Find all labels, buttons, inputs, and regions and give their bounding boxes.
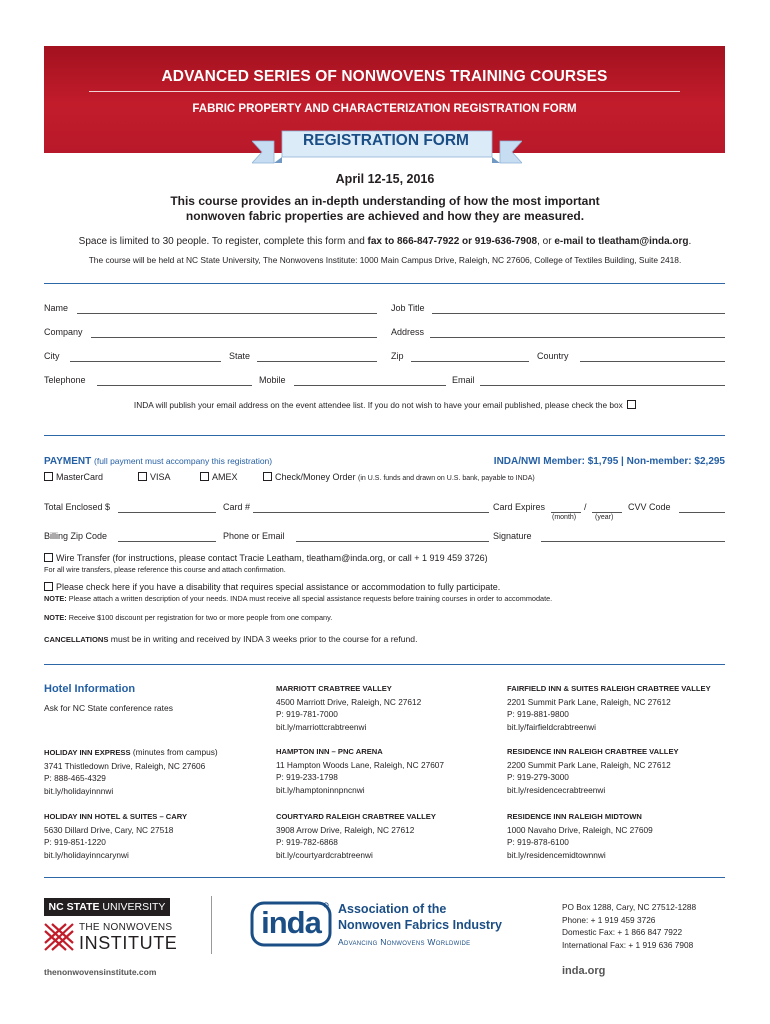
city-field[interactable]	[70, 361, 221, 362]
signature-field[interactable]	[541, 541, 725, 542]
page-title: ADVANCED SERIES OF NONWOVENS TRAINING COURSES	[161, 68, 608, 85]
inda-wordmark: inda	[261, 905, 321, 940]
expiry-slash: /	[584, 502, 587, 512]
registration-instructions: Space is limited to 30 people. To register, complete this form and fax to 866-847-7922 or 919-636-7908, or e-mail to tleatham@inda.org.	[78, 236, 692, 247]
company-field[interactable]	[91, 337, 377, 338]
hotel-intro: Ask for NC State conference rates	[44, 703, 173, 713]
publish-note: INDA will publish your email address on the event attendee list. If you do not wish to have your email published, please check the box	[0, 400, 770, 410]
month-hint: (month)	[552, 514, 577, 521]
hotel-heading: Hotel Information	[44, 683, 136, 695]
phone-email-label: Phone or Email	[223, 531, 285, 541]
expires-label: Card Expires	[493, 502, 546, 512]
expiry-month-field[interactable]	[551, 512, 581, 513]
payment-heading: PAYMENT (full payment must accompany this registration)	[44, 456, 273, 467]
publish-optout-checkbox[interactable]	[627, 400, 636, 409]
hotel-link[interactable]: bit.ly/holidayinncarynwi	[44, 849, 129, 860]
hotel-card: HOLIDAY INN EXPRESS (minutes from campus) 3741 Thistledown Drive, Raleigh, NC 27606 P: 888-465-4329 bit.ly/holidayinnnwi	[44, 746, 274, 797]
institute-name: INSTITUTE	[79, 933, 178, 953]
institute-name-top: THE NONWOVENS	[79, 922, 173, 933]
hotel-link[interactable]: bit.ly/courtyardcrabtreenwi	[276, 849, 373, 860]
inda-name-line-2: Nonwoven Fabrics Industry	[338, 918, 502, 932]
country-label: Country	[537, 351, 569, 361]
job-title-field[interactable]	[432, 313, 725, 314]
hotel-card: HOLIDAY INN HOTEL & SUITES – CARY 5630 Dillard Drive, Cary, NC 27518 P: 919-851-1220 bit.ly/holidayinncarynwi	[44, 811, 274, 861]
cvv-label: CVV Code	[628, 502, 671, 512]
hotel-link[interactable]: bit.ly/residencecrabtreenwi	[507, 784, 606, 795]
wire-checkbox[interactable]	[44, 553, 53, 562]
course-date: April 12-15, 2016	[335, 172, 435, 186]
hotel-link[interactable]: bit.ly/marriottcrabtreenwi	[276, 721, 367, 732]
total-label: Total Enclosed $	[44, 502, 111, 512]
address-label: Address	[391, 327, 425, 337]
name-label: Name	[44, 303, 69, 313]
email-field[interactable]	[480, 385, 725, 386]
state-label: State	[229, 351, 251, 361]
nonwovens-institute-link[interactable]: thenonwovensinstitute.com	[44, 967, 157, 977]
discount-note: NOTE: Receive $100 discount per registration for two or more people from one company.	[44, 613, 333, 622]
zip-label: Zip	[391, 351, 404, 361]
year-hint: (year)	[595, 514, 614, 521]
hotel-card: FAIRFIELD INN & SUITES RALEIGH CRABTREE VALLEY 2201 Summit Park Lane, Raleigh, NC 27612 P: 919-881-9800 bit.ly/fairfieldcrabtreenwi	[507, 683, 737, 733]
ribbon-title: REGISTRATION FORM	[303, 132, 469, 149]
wire-note: For all wire transfers, please reference this course and attach confirmation.	[44, 565, 286, 574]
amex-option[interactable]: AMEX	[200, 472, 238, 482]
cvv-field[interactable]	[679, 512, 725, 513]
city-label: City	[44, 351, 60, 361]
intro-line-1: This course provides an in-depth understanding of how the most important	[170, 194, 600, 208]
company-label: Company	[44, 327, 83, 337]
pricing: INDA/NWI Member: $1,795 | Non-member: $2,295	[493, 456, 725, 467]
signature-label: Signature	[493, 531, 532, 541]
disability-note: NOTE: Please attach a written description of your needs. INDA must receive all special assistance requests before training courses in order to accommodate.	[44, 594, 553, 603]
hotel-card: RESIDENCE INN RALEIGH MIDTOWN 1000 Navaho Drive, Raleigh, NC 27609 P: 919-878-6100 bit.ly/residencemidtownnwi	[507, 811, 737, 861]
state-field[interactable]	[257, 361, 377, 362]
divider	[44, 435, 725, 436]
zip-field[interactable]	[411, 361, 529, 362]
telephone-field[interactable]	[97, 385, 252, 386]
page-subtitle: FABRIC PROPERTY AND CHARACTERIZATION REGISTRATION FORM	[192, 103, 577, 115]
disability-option[interactable]: Please check here if you have a disability that requires special assistance or accommodation to fully participate.	[44, 582, 500, 592]
inda-name-line-1: Association of the	[338, 902, 447, 916]
hotel-card: RESIDENCE INN RALEIGH CRABTREE VALLEY 2200 Summit Park Lane, Raleigh, NC 27612 P: 919-279-3000 bit.ly/residencecrabtreenwi	[507, 746, 737, 796]
disability-checkbox[interactable]	[44, 582, 53, 591]
name-field[interactable]	[77, 313, 377, 314]
inda-logo	[250, 899, 334, 949]
mastercard-option[interactable]: MasterCard	[44, 472, 103, 482]
card-label: Card #	[223, 502, 251, 512]
wire-option[interactable]: Wire Transfer (for instructions, please contact Tracie Leatham, tleatham@inda.org, or call + 1 919 459 3726)	[44, 553, 488, 563]
hotel-card: MARRIOTT CRABTREE VALLEY 4500 Marriott Drive, Raleigh, NC 27612 P: 919-781-7000 bit.ly/marriottcrabtreenwi	[276, 683, 506, 733]
hotel-card: HAMPTON INN – PNC ARENA 11 Hampton Woods Lane, Raleigh, NC 27607 P: 919-233-1798 bit.ly/hamptoninnpncnwi	[276, 746, 506, 796]
amex-checkbox[interactable]	[200, 472, 209, 481]
intro-line-2: nonwoven fabric properties are achieved and how they are measured.	[185, 209, 585, 223]
cancellation-policy: CANCELLATIONS must be in writing and received by INDA 3 weeks prior to the course for a refund.	[44, 634, 418, 644]
billing-zip-label: Billing Zip Code	[44, 531, 108, 541]
divider	[44, 283, 725, 284]
mastercard-checkbox[interactable]	[44, 472, 53, 481]
nonwovens-institute-logo-icon	[44, 922, 74, 952]
job-title-label: Job Title	[391, 303, 425, 313]
mobile-field[interactable]	[294, 385, 446, 386]
banner-divider	[89, 91, 680, 92]
card-number-field[interactable]	[253, 512, 489, 513]
expiry-year-field[interactable]	[592, 512, 622, 513]
check-checkbox[interactable]	[263, 472, 272, 481]
fax-numbers: fax to 866-847-7922 or 919-636-7908	[367, 236, 538, 247]
hotel-card: COURTYARD RALEIGH CRABTREE VALLEY 3908 Arrow Drive, Raleigh, NC 27612 P: 919-782-6868 bit.ly/courtyardcrabtreenwi	[276, 811, 506, 861]
venue-text: The course will be held at NC State University, The Nonwovens Institute: 1000 Main Campus Drive, Raleigh, NC 27606, College of Textiles Building, Suite 2418.	[88, 255, 682, 265]
ncsu-logo: NC STATE UNIVERSITY	[44, 898, 170, 916]
address-field[interactable]	[430, 337, 725, 338]
hotel-link[interactable]: bit.ly/holidayinnnwi	[44, 785, 114, 796]
inda-link[interactable]: inda.org	[562, 965, 606, 977]
telephone-label: Telephone	[44, 375, 86, 385]
footer-divider	[211, 896, 212, 954]
inda-tagline: Advancing Nonwovens Worldwide	[338, 937, 471, 947]
check-option[interactable]: Check/Money Order (in U.S. funds and drawn on U.S. bank, payable to INDA)	[263, 472, 535, 482]
divider	[44, 664, 725, 665]
email-label: Email	[452, 375, 475, 385]
mobile-label: Mobile	[259, 375, 286, 385]
email-link[interactable]: e-mail to tleatham@inda.org	[554, 236, 689, 247]
phone-email-field[interactable]	[296, 541, 489, 542]
hotel-link[interactable]: bit.ly/residencemidtownnwi	[507, 849, 606, 860]
visa-option[interactable]: VISA	[138, 472, 171, 482]
visa-checkbox[interactable]	[138, 472, 147, 481]
total-field[interactable]	[118, 512, 216, 513]
country-field[interactable]	[580, 361, 725, 362]
hotel-link[interactable]: bit.ly/fairfieldcrabtreenwi	[507, 721, 596, 732]
billing-zip-field[interactable]	[118, 541, 216, 542]
hotel-link[interactable]: bit.ly/hamptoninnpncnwi	[276, 784, 365, 795]
inda-contact: PO Box 1288, Cary, NC 27512-1288 Phone: + 1 919 459 3726 Domestic Fax: + 1 866 847 7922 International Fax: + 1 919 636 7908	[562, 902, 697, 950]
divider	[44, 877, 725, 878]
